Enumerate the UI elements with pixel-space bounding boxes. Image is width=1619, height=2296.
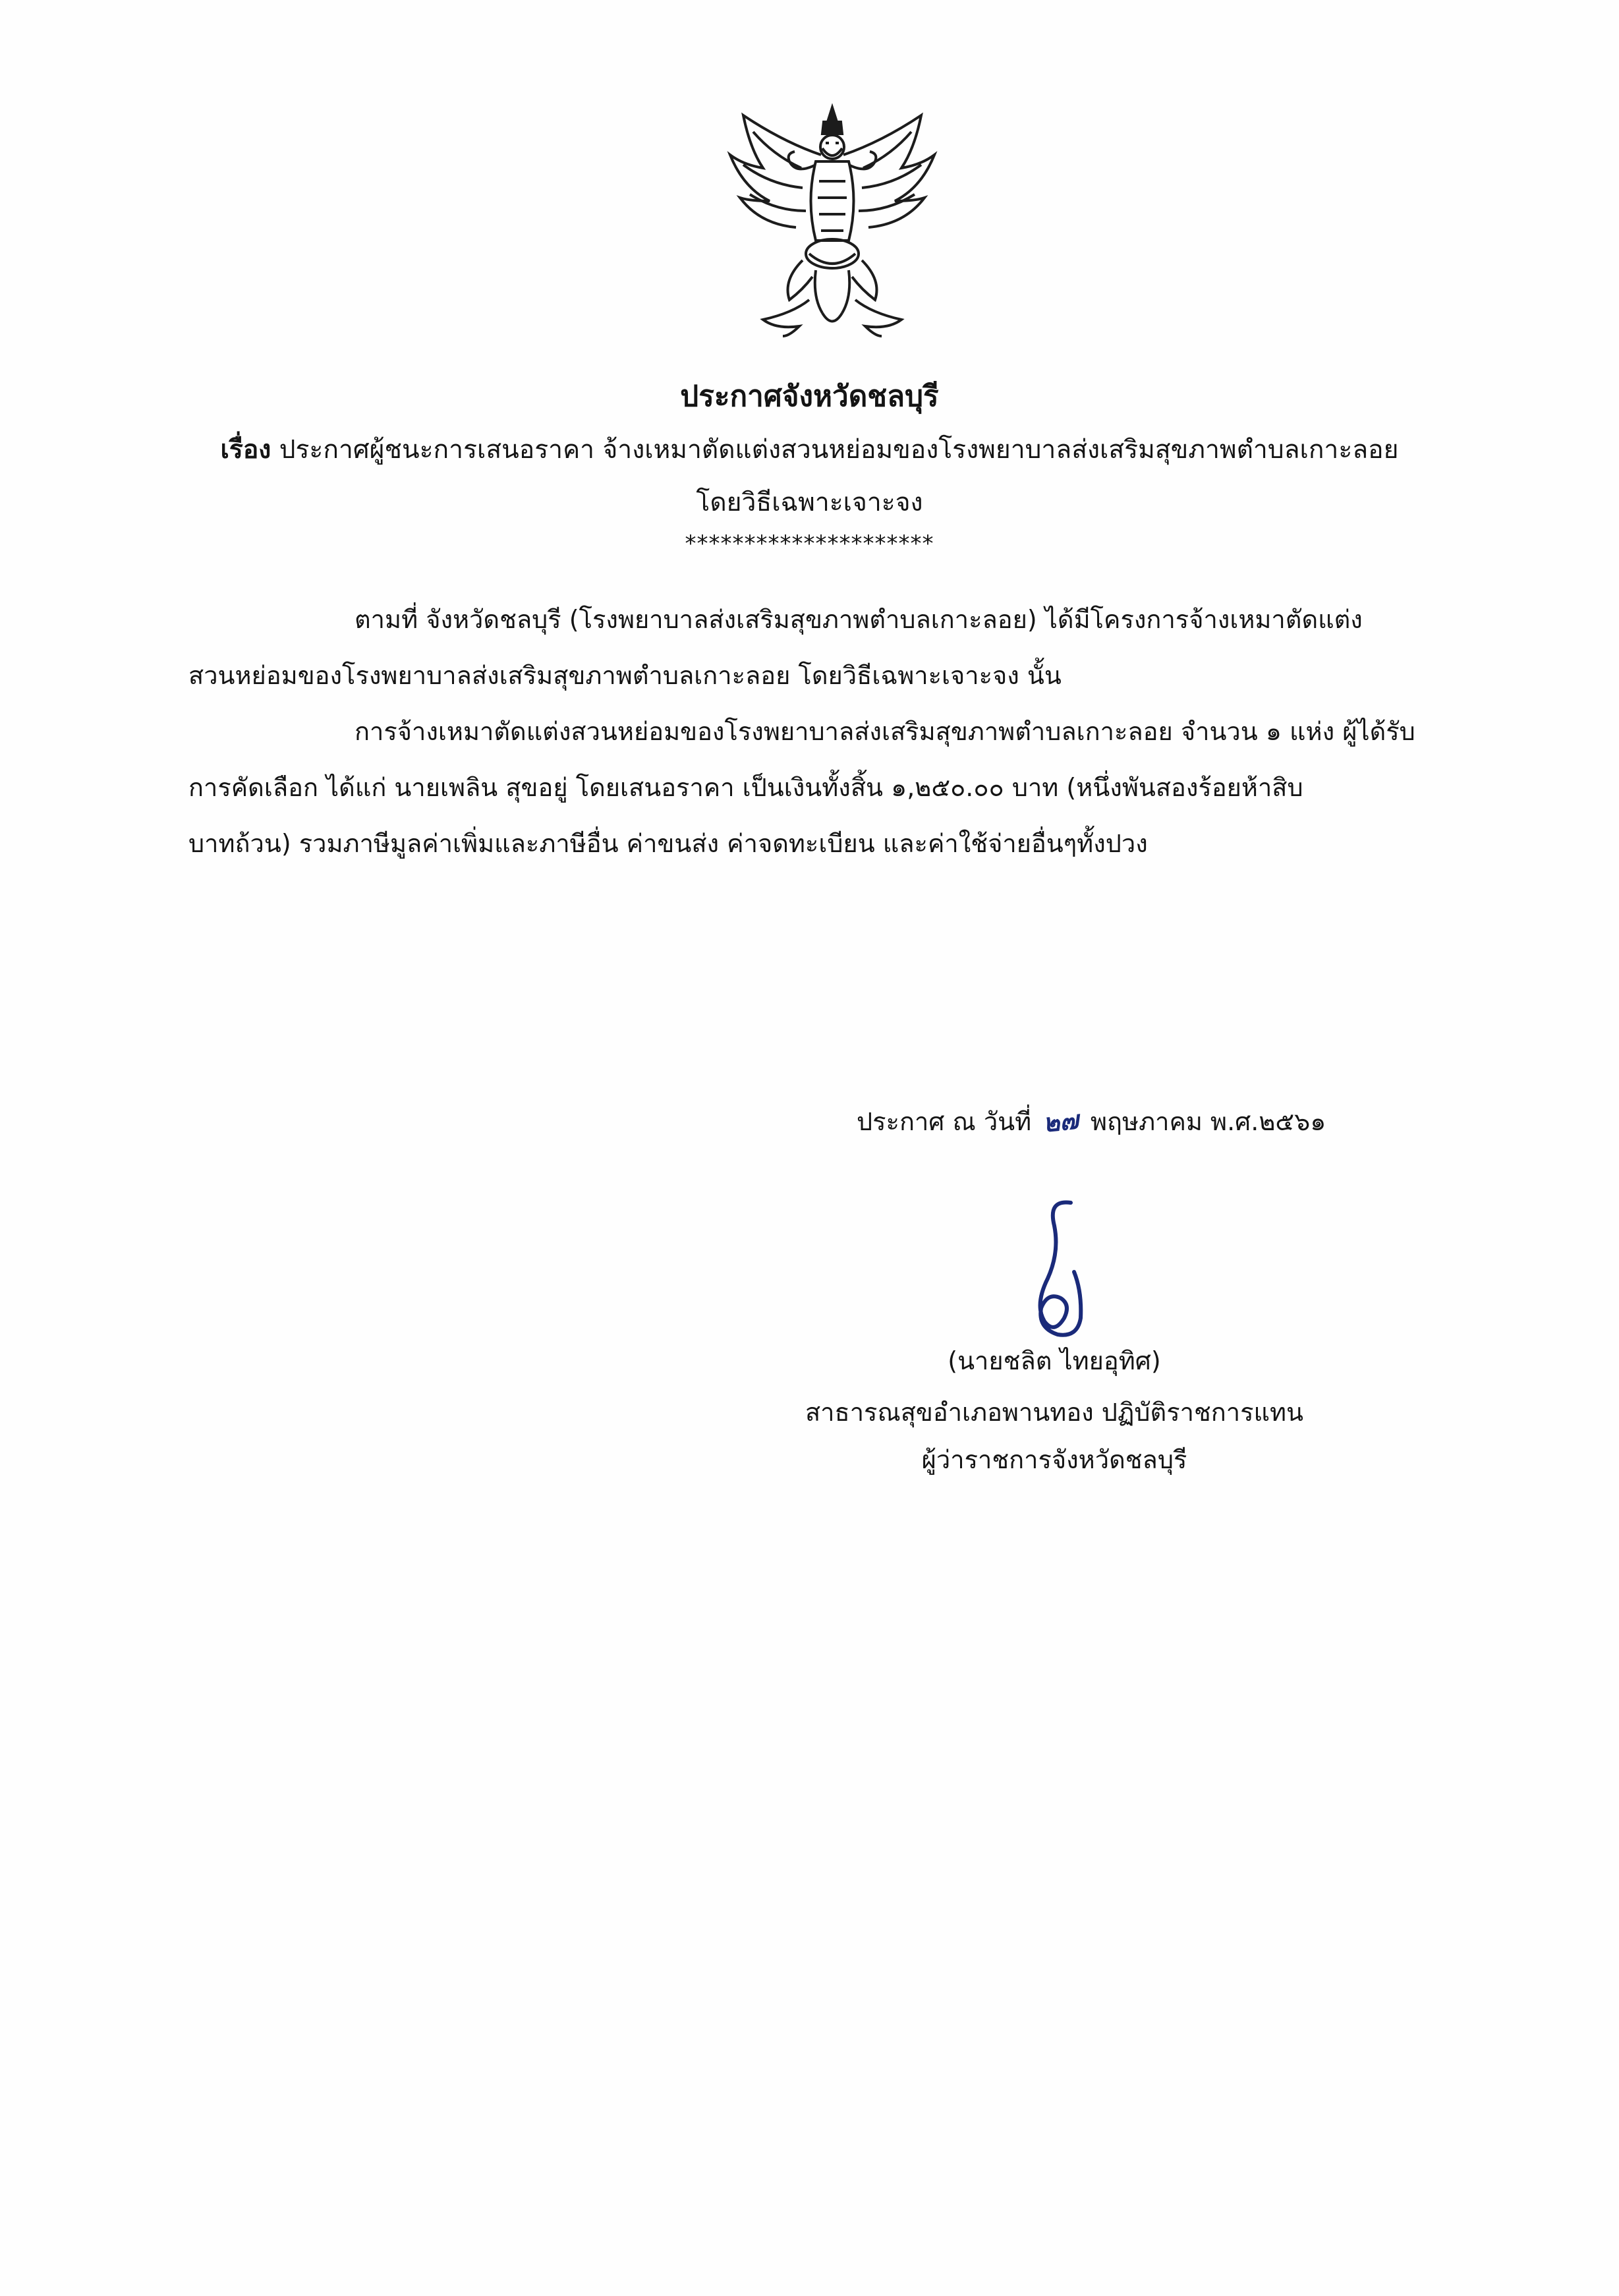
body-line-5: บาทถ้วน) รวมภาษีมูลค่าเพิ่มและภาษีอื่น ค่าขนส่ง ค่าจดทะเบียน และค่าใช้จ่ายอื่นๆทั้งปวง	[188, 829, 1148, 858]
subject-continuation: โดยวิธีเฉพาะเจาะจง	[696, 488, 923, 517]
subject-label: เรื่อง	[220, 435, 271, 465]
date-day: ๒๗	[1042, 1105, 1081, 1138]
signature-icon	[1008, 1193, 1114, 1344]
garuda-emblem-icon	[724, 102, 941, 339]
separator-line: *********************	[685, 531, 934, 557]
signer-role: ผู้ว่าราชการจังหวัดชลบุรี	[921, 1445, 1187, 1474]
document-title: ประกาศจังหวัดชลบุรี	[680, 380, 939, 413]
body-line-2: สวนหย่อมของโรงพยาบาลส่งเสริมสุขภาพตำบลเกาะลอย โดยวิธีเฉพาะเจาะจง นั้น	[188, 661, 1062, 690]
signer-name: (นายชลิต ไทยอุทิศ)	[948, 1346, 1161, 1375]
body-line-3: การจ้างเหมาตัดแต่งสวนหย่อมของโรงพยาบาลส่งเสริมสุขภาพตำบลเกาะลอย จำนวน ๑ แห่ง ผู้ได้รับ	[355, 717, 1415, 746]
announcement-date	[857, 1105, 1326, 1138]
subject-text: ประกาศผู้ชนะการเสนอราคา จ้างเหมาตัดแต่งสวนหย่อมของโรงพยาบาลส่งเสริมสุขภาพตำบลเกาะลอย	[279, 435, 1399, 465]
date-prefix: ประกาศ ณ วันที่	[857, 1107, 1032, 1136]
body-line-4: การคัดเลือก ได้แก่ นายเพลิน สุขอยู่ โดยเสนอราคา เป็นเงินทั้งสิ้น ๑,๒๕๐.๐๐ บาท (หนึ่งพันสองร้อยห้าสิบ	[188, 773, 1303, 802]
subject-line	[0, 432, 1619, 469]
body-line-1: ตามที่ จังหวัดชลบุรี (โรงพยาบาลส่งเสริมสุขภาพตำบลเกาะลอย) ได้มีโครงการจ้างเหมาตัดแต่ง	[355, 605, 1363, 634]
date-suffix: พฤษภาคม พ.ศ.๒๕๖๑	[1091, 1107, 1326, 1136]
signer-position: สาธารณสุขอำเภอพานทอง ปฏิบัติราชการแทน	[805, 1398, 1304, 1427]
